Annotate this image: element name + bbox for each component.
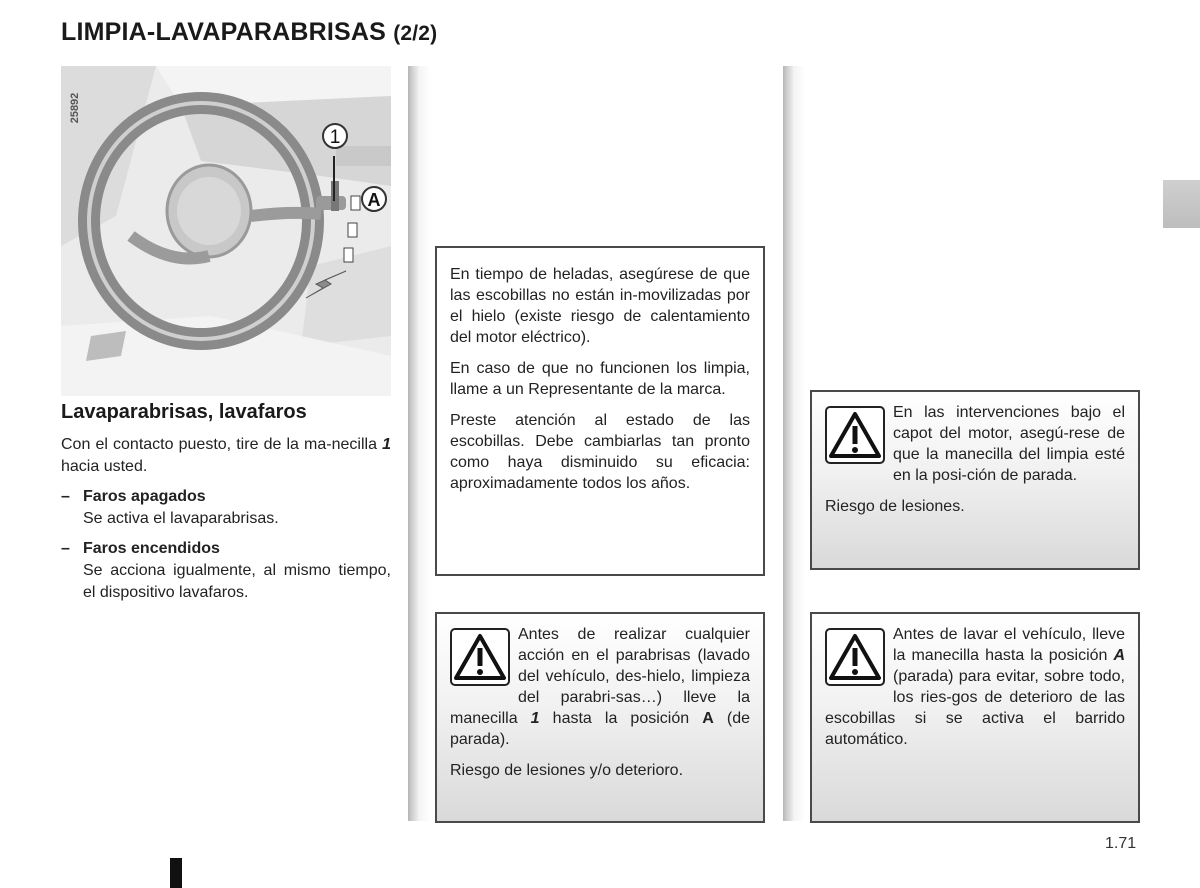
info-note-box — [435, 246, 765, 576]
note-paragraph: Preste atención al estado de las escobillas. Debe cambiarlas tan pronto como haya disminuido su eficacia: aproximadamente todos los años. — [450, 412, 750, 492]
steering-wheel-illustration — [61, 66, 391, 396]
warning-box — [810, 612, 1140, 823]
warning-triangle-icon — [825, 406, 885, 464]
warning-text: hasta la posición — [539, 710, 703, 727]
title-main: LIMPIA-LAVAPARABRISAS — [61, 18, 387, 46]
list-item-text: Se acciona igualmente, al mismo tiempo, el dispositivo lavafaros. — [83, 562, 391, 601]
warning-text: (parada) para evitar, sobre todo, los ries-gos de deterioro de las escobillas si se activa el barrido automático. — [825, 668, 1125, 748]
warning-triangle-icon — [450, 628, 510, 686]
intro-text: Con el contacto puesto, tire de la ma-necilla — [61, 436, 383, 453]
list-dash: – — [61, 488, 70, 505]
callout-1: 1 — [329, 127, 341, 148]
warning-box — [435, 612, 765, 823]
warning-triangle-icon — [825, 628, 885, 686]
page-number: 1.71 — [1105, 835, 1137, 852]
list-item — [61, 538, 391, 604]
warning-paragraph: Riesgo de lesiones. — [825, 498, 965, 515]
warning-text: Antes de lavar el vehículo, lleve la manecilla hasta la posición — [893, 626, 1125, 664]
list-dash: – — [61, 540, 70, 557]
list-item — [61, 486, 391, 530]
warning-text: (de parada). — [450, 710, 750, 748]
figure-code: 25892 — [69, 92, 81, 124]
list-item-title: Faros encendidos — [83, 540, 220, 557]
position-letter: A — [1113, 647, 1125, 664]
chapter-tab — [1163, 180, 1200, 228]
intro-lever-number: 1 — [382, 436, 391, 453]
crop-mark — [170, 858, 182, 888]
page-title — [61, 18, 437, 47]
intro-text-end: hacia usted. — [61, 458, 148, 475]
title-sub: (2/2) — [393, 22, 438, 45]
intro-paragraph — [61, 434, 391, 478]
list-item-title: Faros apagados — [83, 488, 206, 505]
list-item-text: Se activa el lavaparabrisas. — [83, 510, 279, 527]
position-letter: A — [702, 710, 714, 727]
warning-text: Antes de realizar cualquier acción en el parabrisas (lavado del vehículo, des-hielo, limpieza del parabri-sas…) lleve la manecilla — [450, 626, 750, 727]
warning-paragraph: En las intervenciones bajo el capot del motor, asegú-rese de que la manecilla del limpia esté en la posi-ción de parada. — [893, 404, 1125, 484]
column-divider — [408, 66, 418, 821]
note-paragraph: En caso de que no funcionen los limpia, llame a un Representante de la marca. — [450, 360, 750, 398]
warning-box — [810, 390, 1140, 570]
callout-a: A — [367, 190, 381, 210]
lever-number: 1 — [530, 710, 540, 727]
warning-paragraph: Riesgo de lesiones y/o deterioro. — [450, 762, 684, 779]
section-heading: Lavaparabrisas, lavafaros — [61, 401, 307, 423]
column-divider — [783, 66, 793, 821]
note-paragraph: En tiempo de heladas, asegúrese de que las escobillas no están in-movilizadas por el hielo (existe riesgo de calentamiento del motor eléctrico). — [450, 266, 750, 346]
